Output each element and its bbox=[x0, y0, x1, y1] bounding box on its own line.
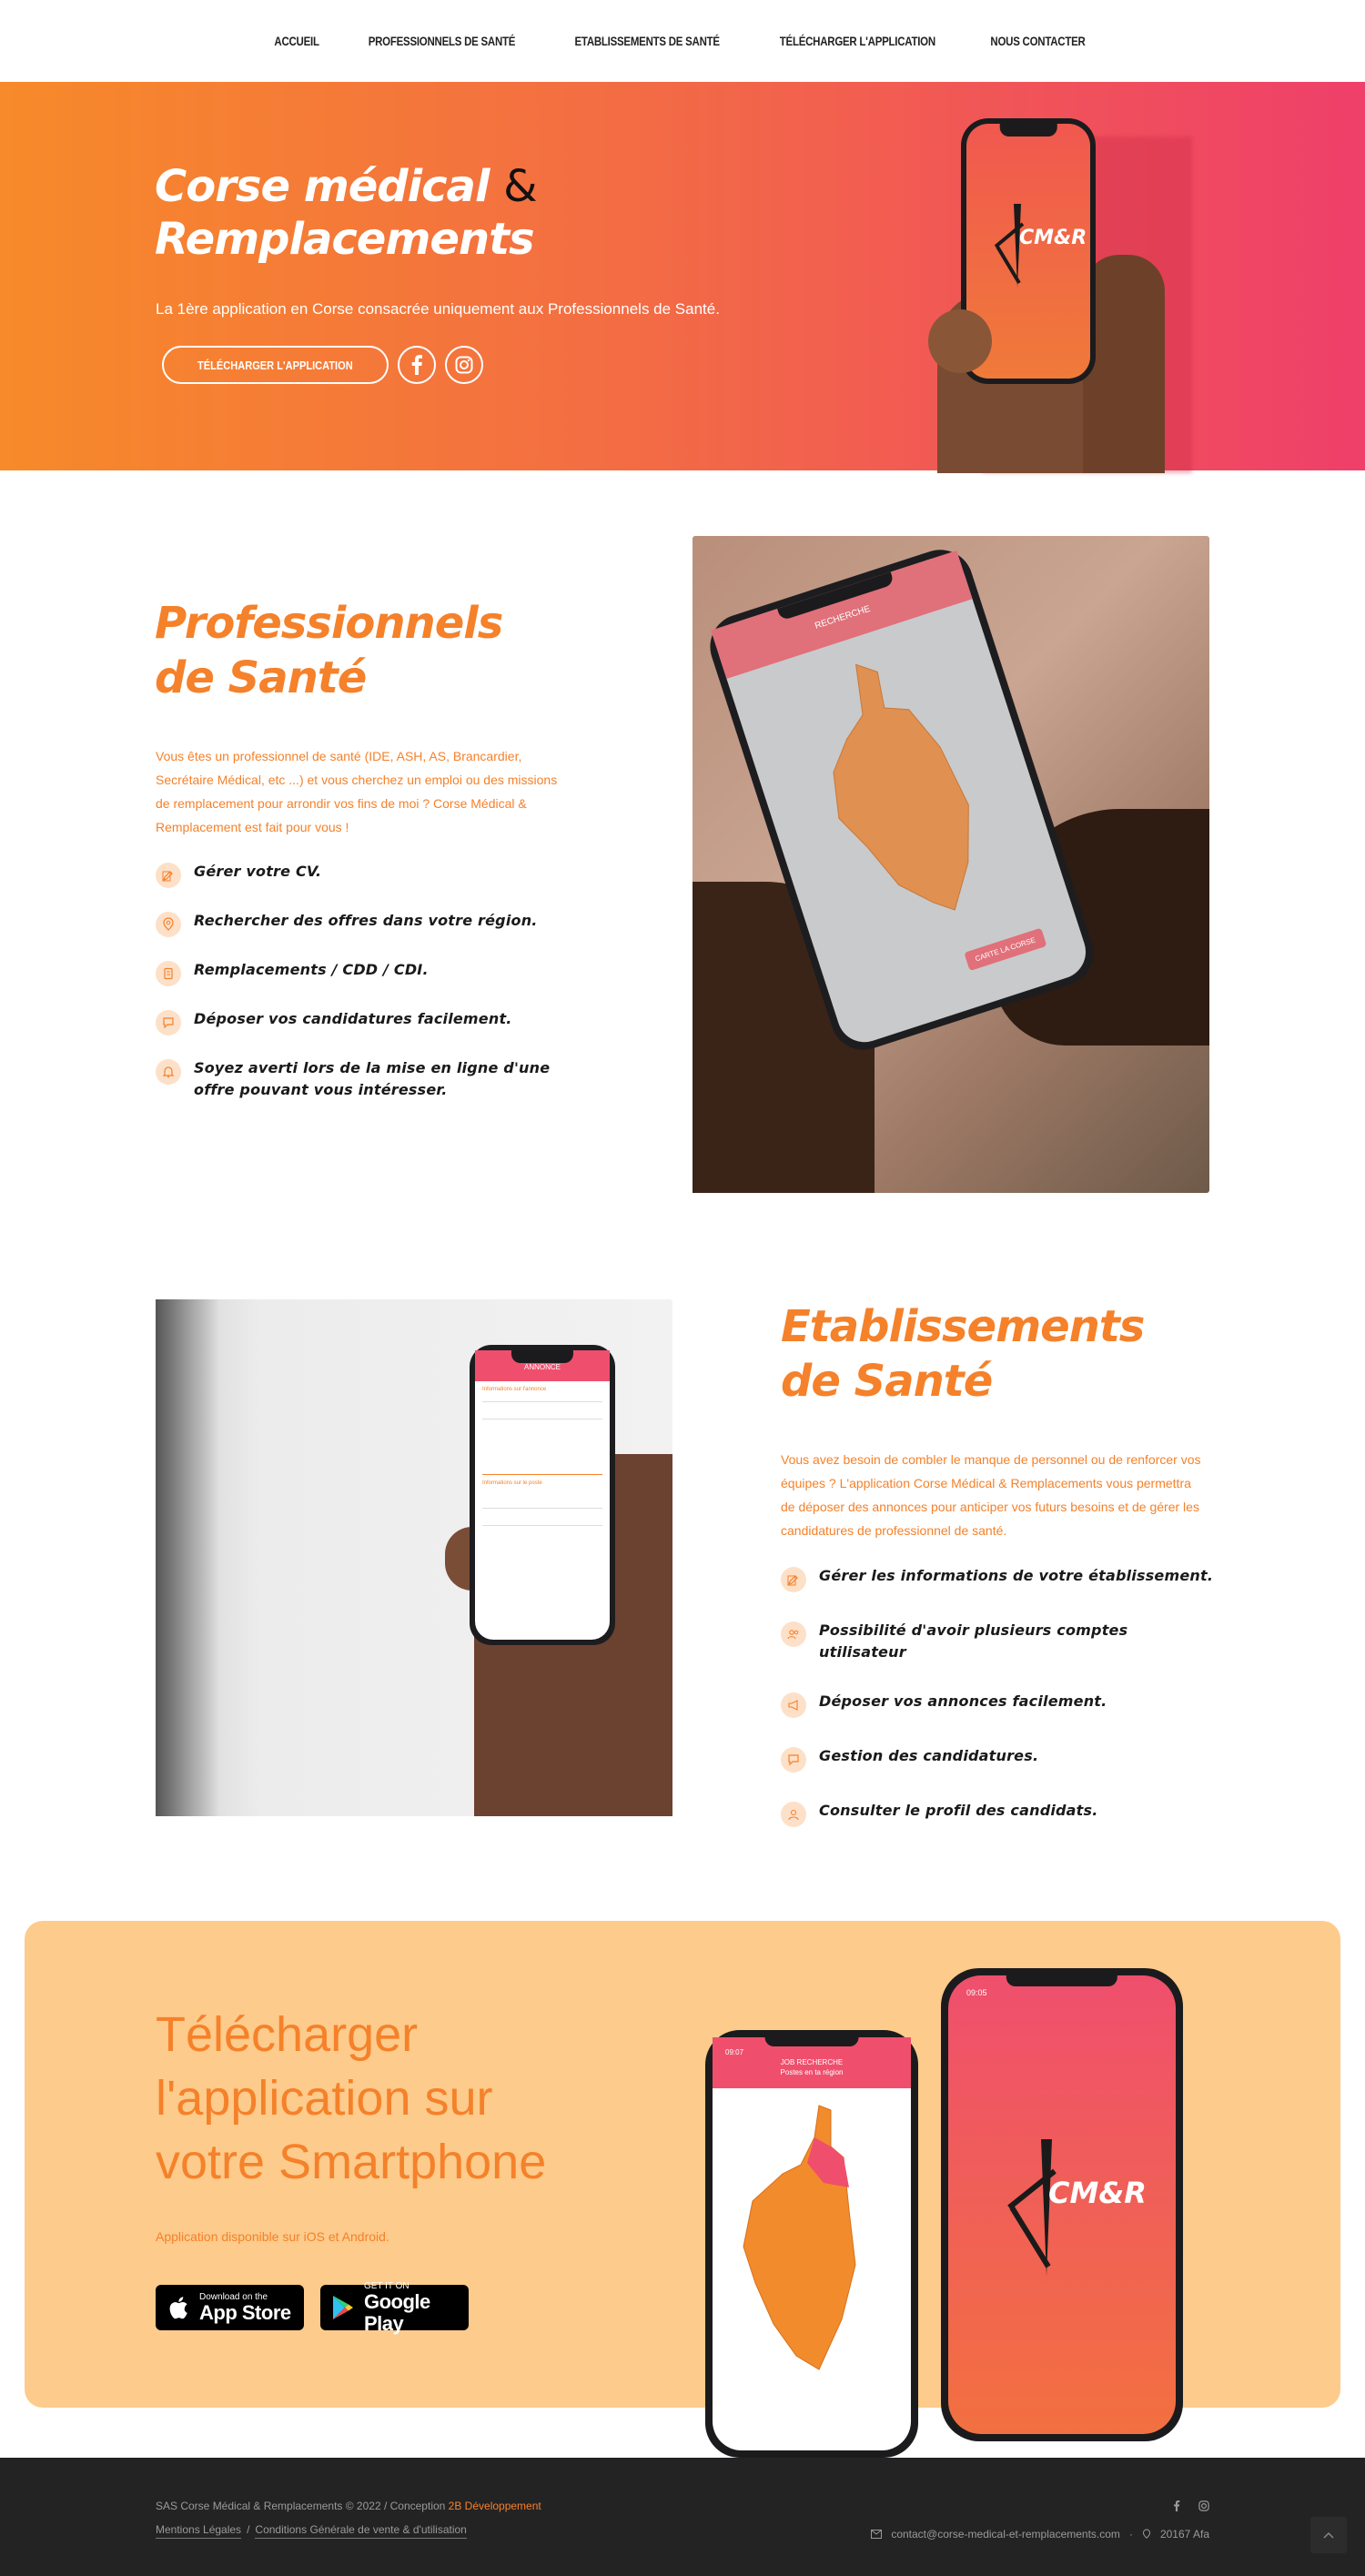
phone-time: 09:05 bbox=[966, 1988, 987, 1997]
nav-item-contact[interactable]: NOUS CONTACTER bbox=[989, 34, 1086, 48]
site-footer bbox=[0, 2458, 1365, 2576]
edit-icon bbox=[156, 863, 181, 888]
list-item bbox=[781, 1691, 1218, 1718]
chevron-up-icon bbox=[1323, 2531, 1334, 2539]
nav-item-professionnels[interactable]: PROFESSIONNELS DE SANTÉ bbox=[368, 34, 515, 48]
phone-header-subtext: Postes en ta région bbox=[780, 2068, 844, 2076]
nav-item-accueil[interactable]: ACCUEIL bbox=[274, 34, 320, 48]
footer-copyright bbox=[156, 2500, 541, 2512]
hero-title-line1: Corse médical bbox=[155, 161, 490, 212]
instagram-icon bbox=[1198, 2500, 1209, 2511]
feature-text: Soyez averti lors de la mise en ligne d'une offre pouvant vous intéresser. bbox=[194, 1059, 551, 1098]
app-store-button[interactable] bbox=[156, 2285, 304, 2330]
footer-contact bbox=[871, 2528, 1209, 2541]
footer-location: 20167 Afa bbox=[1159, 2528, 1209, 2541]
hero-banner bbox=[0, 82, 1365, 470]
feature-text: Déposer vos candidatures facilement. bbox=[194, 1010, 512, 1027]
scroll-to-top-button[interactable] bbox=[1310, 2517, 1347, 2553]
feature-text: Possibilité d'avoir plusieurs comptes utilisateur bbox=[819, 1621, 1128, 1661]
pros-feature-list bbox=[156, 861, 583, 1123]
main-nav bbox=[0, 0, 1365, 82]
phone-time: 09:07 bbox=[725, 2048, 744, 2056]
etabs-title bbox=[781, 1299, 1144, 1409]
footer-dot: · bbox=[1128, 2528, 1133, 2541]
feature-text: Gestion des candidatures. bbox=[819, 1747, 1039, 1764]
hero-actions bbox=[162, 346, 483, 384]
feature-text: Gérer votre CV. bbox=[194, 863, 322, 880]
list-item bbox=[156, 959, 583, 986]
footer-legal-links bbox=[156, 2523, 467, 2539]
download-app-button[interactable] bbox=[162, 346, 389, 384]
download-phone-logo bbox=[941, 1968, 1183, 2441]
megaphone-icon bbox=[781, 1692, 806, 1718]
cmr-logo bbox=[986, 197, 1087, 297]
list-item bbox=[156, 1057, 583, 1101]
download-phone-map bbox=[705, 2030, 918, 2458]
phone-header-text: ANNONCE bbox=[475, 1350, 610, 1381]
app-store-small-text: Download on the bbox=[199, 2291, 268, 2302]
download-title-line1: Télécharger bbox=[156, 2007, 419, 2062]
phone-section-label: Informations sur le poste bbox=[482, 1480, 542, 1486]
list-item bbox=[156, 910, 583, 937]
nav-item-etablissements[interactable]: ETABLISSEMENTS DE SANTÉ bbox=[574, 34, 720, 48]
footer-social bbox=[1173, 2500, 1209, 2516]
list-item bbox=[781, 1745, 1218, 1773]
feature-text: Remplacements / CDD / CDI. bbox=[194, 961, 429, 978]
corsica-map bbox=[785, 635, 1016, 943]
hero-phone-image bbox=[928, 118, 1183, 470]
pros-phone-photo bbox=[693, 536, 1209, 1193]
phone-section-label: Informations sur l'annonce bbox=[482, 1387, 547, 1392]
facebook-icon bbox=[1173, 2500, 1180, 2511]
location-icon bbox=[156, 912, 181, 937]
etabs-feature-list bbox=[781, 1565, 1218, 1854]
list-item bbox=[781, 1565, 1218, 1592]
pros-title-line1: Professionnels bbox=[155, 598, 503, 649]
chat-icon bbox=[781, 1747, 806, 1773]
phone-map-button: CARTE LA CORSE bbox=[964, 928, 1046, 972]
hero-subtitle: La 1ère application en Corse consacrée uniquement aux Professionnels de Santé. bbox=[156, 300, 720, 318]
location-icon bbox=[1142, 2529, 1151, 2540]
download-app-label: TÉLÉCHARGER L'APPLICATION bbox=[197, 358, 353, 372]
hero-title-amp: & bbox=[503, 161, 537, 212]
hero-title bbox=[155, 160, 537, 266]
list-item bbox=[781, 1620, 1218, 1663]
cgv-link[interactable]: Conditions Générale de vente & d'utilisation bbox=[255, 2523, 466, 2539]
email-icon bbox=[871, 2530, 882, 2539]
list-item bbox=[156, 861, 583, 888]
hero-title-line2: Remplacements bbox=[155, 214, 534, 265]
app-store-big-text: App Store bbox=[199, 2300, 291, 2324]
user-icon bbox=[781, 1802, 806, 1827]
google-play-icon bbox=[331, 2295, 355, 2320]
corsica-map bbox=[733, 2101, 887, 2374]
cmr-logo bbox=[996, 2130, 1147, 2285]
download-title-line2: l'application sur bbox=[156, 2071, 493, 2126]
footer-separator: / bbox=[247, 2523, 250, 2536]
feature-text: Déposer vos annonces facilement. bbox=[819, 1692, 1107, 1710]
pros-body: Vous êtes un professionnel de santé (IDE, ASH, AS, Brancardier, Secrétaire Médical, etc ...) et vous cherchez un emploi ou des missions de remplacement pour arrondir vos fins de moi ? Corse Médical & Remplacement est fait pour vous ! bbox=[156, 749, 558, 834]
facebook-button[interactable] bbox=[398, 346, 436, 384]
footer-instagram-link[interactable] bbox=[1198, 2500, 1209, 2516]
etabs-body: Vous avez besoin de combler le manque de personnel ou de renforcer vos équipes ? L'application Corse Médical & Remplacements vous permettra de déposer des annonces pour anticiper vos futurs besoins et de gérer les candidatures de professionnel de santé. bbox=[781, 1452, 1201, 1538]
bell-icon bbox=[156, 1059, 181, 1085]
footer-agency-link[interactable]: 2B Développement bbox=[448, 2500, 541, 2512]
phone-header-text: JOB RECHERCHE bbox=[780, 2058, 844, 2066]
download-title bbox=[156, 2003, 546, 2194]
footer-email-link[interactable]: contact@corse-medical-et-remplacements.com bbox=[891, 2528, 1120, 2541]
google-play-big-text: Google Play bbox=[364, 2289, 430, 2335]
edit-icon bbox=[781, 1567, 806, 1592]
apple-icon bbox=[167, 2294, 190, 2321]
download-subtitle: Application disponible sur iOS et Android. bbox=[156, 2229, 389, 2244]
download-section bbox=[25, 1921, 1340, 2408]
chat-icon bbox=[156, 1010, 181, 1035]
feature-text: Consulter le profil des candidats. bbox=[819, 1802, 1098, 1819]
pros-title bbox=[155, 596, 502, 705]
cmr-logo-text: CM&R bbox=[1048, 2176, 1147, 2210]
feature-text: Rechercher des offres dans votre région. bbox=[194, 912, 538, 929]
pros-title-line2: de Santé bbox=[155, 652, 367, 703]
users-icon bbox=[781, 1621, 806, 1647]
feature-text: Gérer les informations de votre établissement. bbox=[819, 1567, 1214, 1584]
facebook-icon bbox=[410, 355, 423, 375]
download-title-line3: votre Smartphone bbox=[156, 2135, 547, 2189]
phone-header-text: RECHERCHE bbox=[711, 551, 972, 679]
etabs-title-line2: de Santé bbox=[781, 1356, 993, 1407]
etabs-title-line1: Etablissements bbox=[781, 1301, 1145, 1352]
nav-item-telecharger[interactable]: TÉLÉCHARGER L'APPLICATION bbox=[779, 34, 935, 48]
cmr-logo-text: CM&R bbox=[1019, 227, 1087, 249]
list-item bbox=[156, 1008, 583, 1035]
google-play-button[interactable] bbox=[320, 2280, 469, 2335]
etabs-phone-photo bbox=[156, 1299, 672, 1816]
google-play-small-text: GET IT ON bbox=[364, 2280, 410, 2291]
instagram-button[interactable] bbox=[445, 346, 483, 384]
document-icon bbox=[156, 961, 181, 986]
footer-facebook-link[interactable] bbox=[1173, 2500, 1180, 2516]
instagram-icon bbox=[455, 356, 473, 374]
list-item bbox=[781, 1800, 1218, 1827]
footer-copy-text: SAS Corse Médical & Remplacements © 2022 / Conception bbox=[156, 2500, 446, 2512]
mentions-legales-link[interactable]: Mentions Légales bbox=[156, 2523, 241, 2539]
